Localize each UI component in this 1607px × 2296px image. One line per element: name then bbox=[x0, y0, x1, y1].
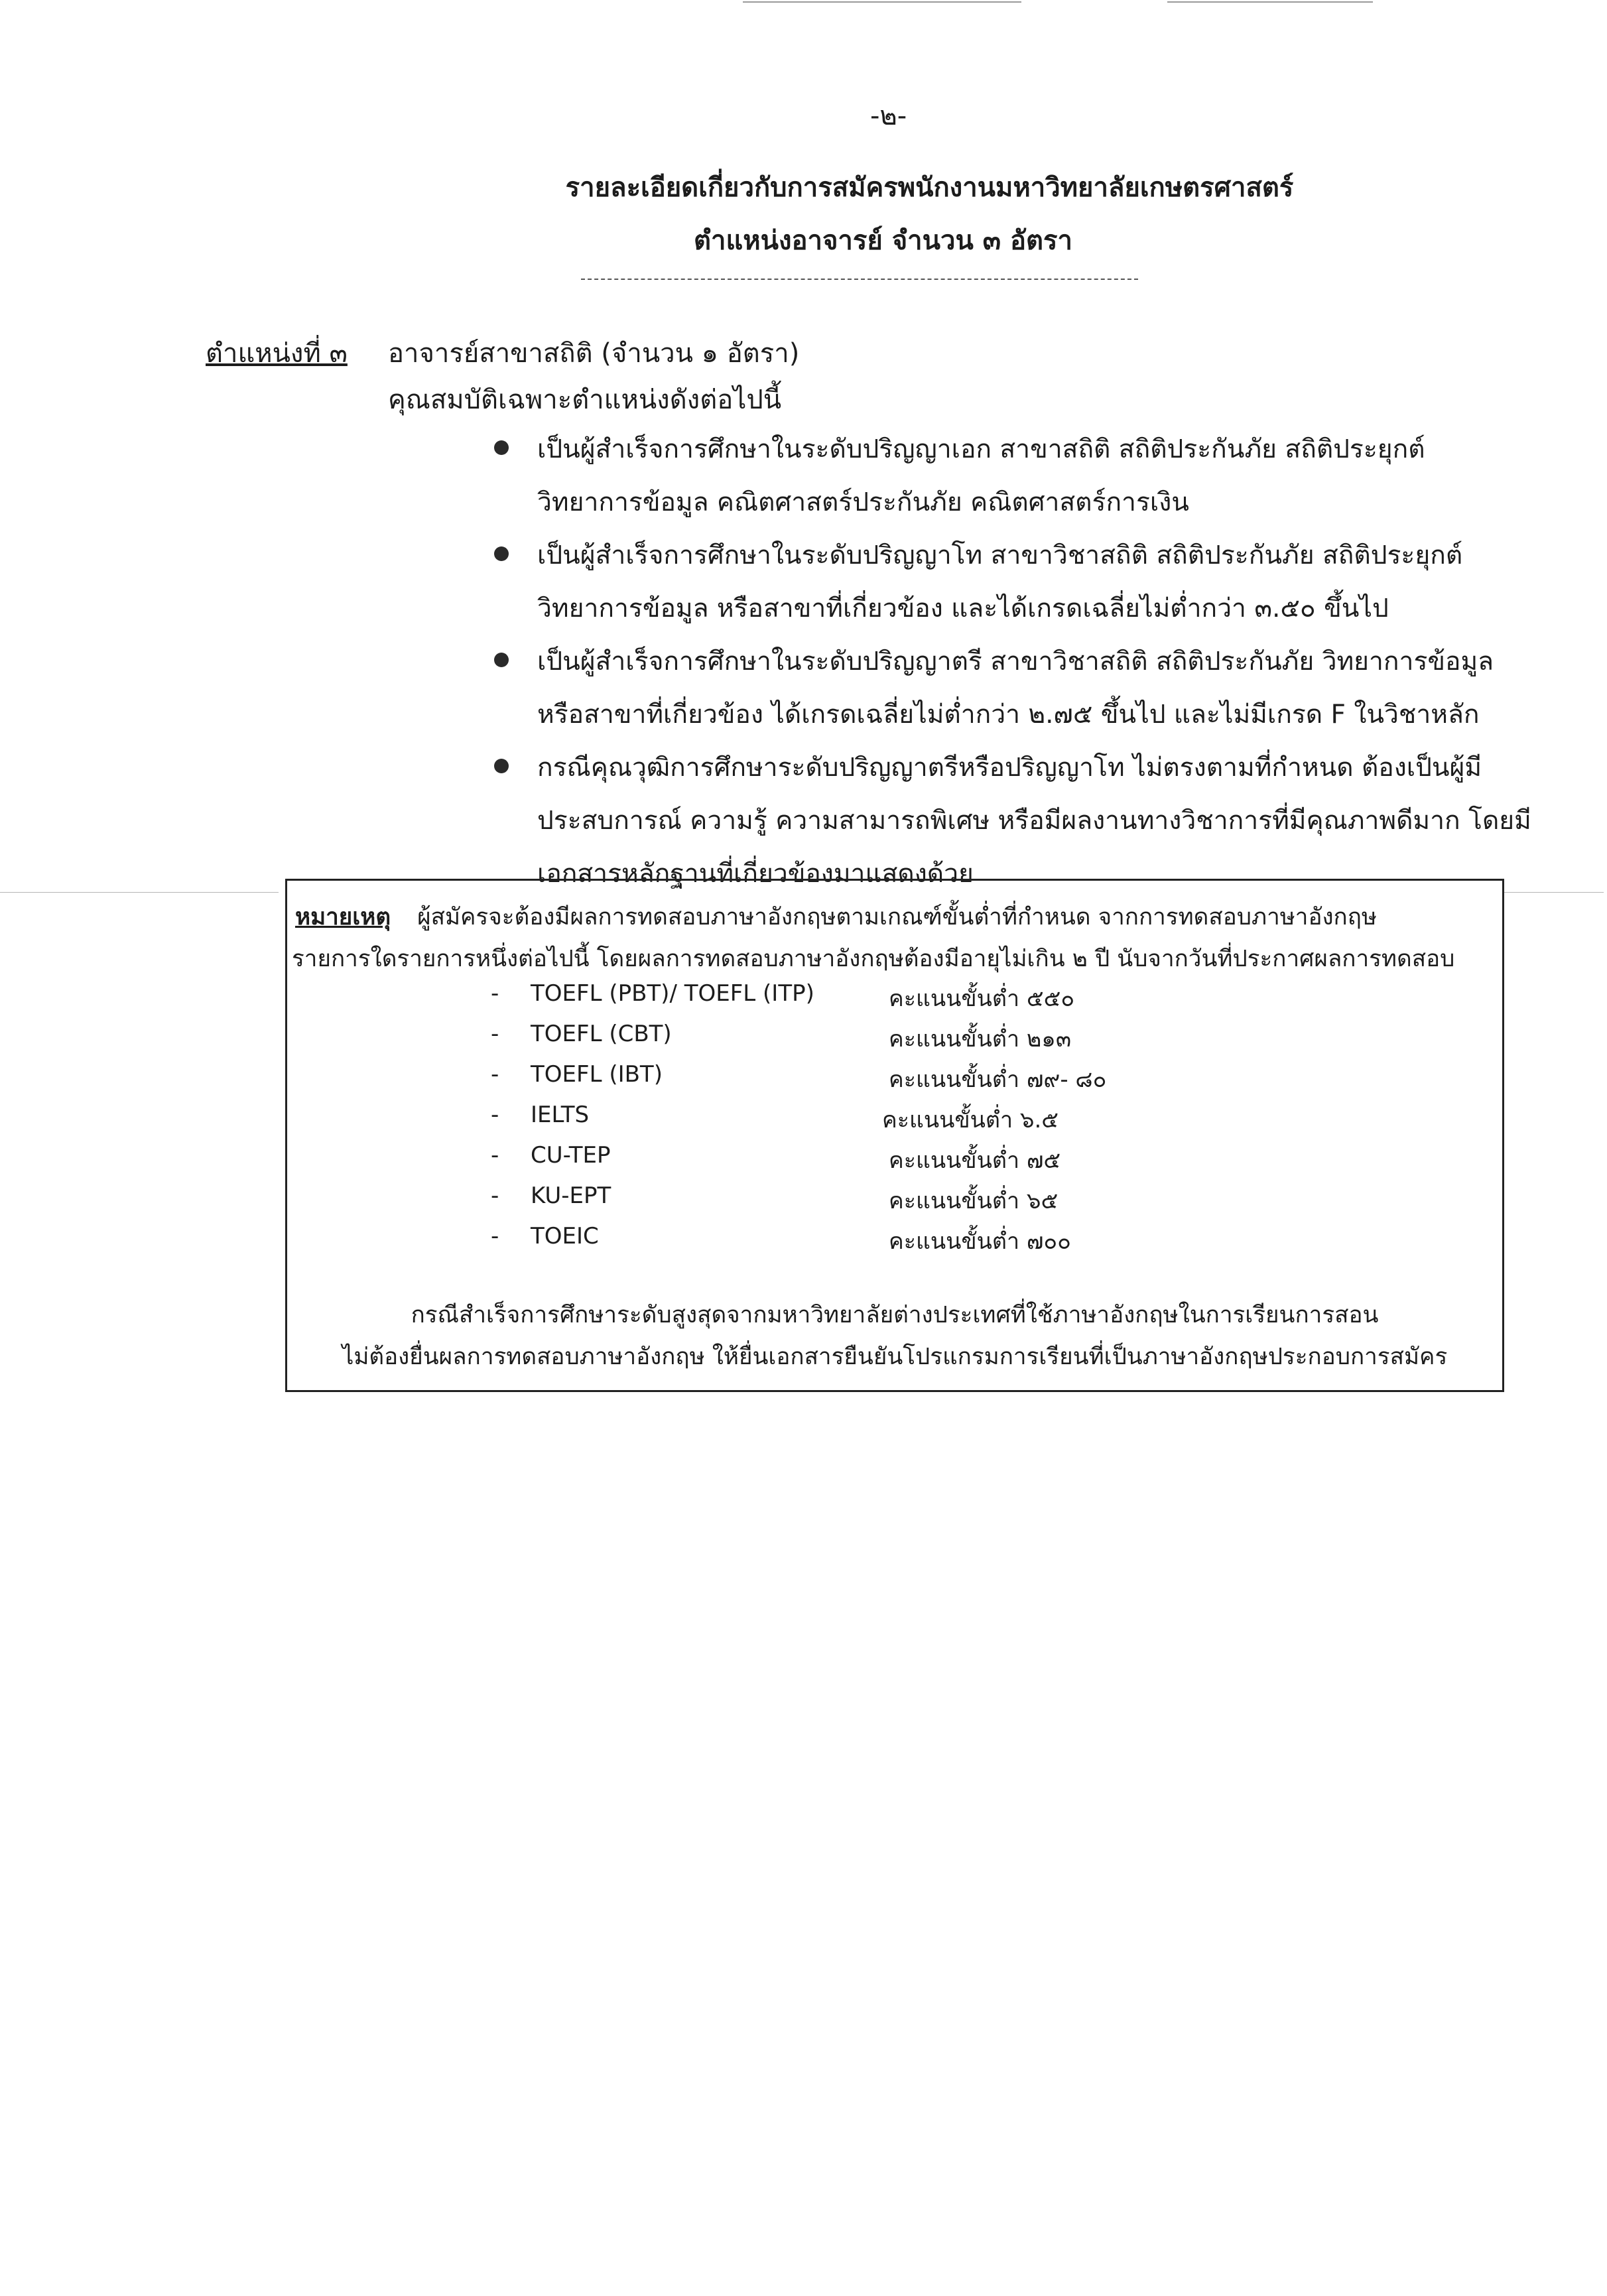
test-dash: - bbox=[491, 1182, 499, 1209]
test-name: TOEIC bbox=[531, 1223, 599, 1249]
test-min-score: คะแนนขั้นต่ำ ๗๙- ๘๐ bbox=[889, 1066, 1107, 1093]
qualification-text: เป็นผู้สำเร็จการศึกษาในระดับปริญญาเอก สาขาสถิติ สถิติประกันภัย สถิติประยุกต์ วิทยาการข้อมูล คณิตศาสตร์ประกันภัย คณิตศาสตร์การเงิน bbox=[537, 434, 1425, 517]
qualification-intro: คุณสมบัติเฉพาะตำแหน่งดังต่อไปนี้ bbox=[388, 385, 782, 415]
qualification-item bbox=[497, 529, 1532, 635]
test-min-score: คะแนนขั้นต่ำ ๒๑๓ bbox=[889, 1026, 1072, 1052]
bullet-icon bbox=[494, 759, 509, 773]
document-subtitle: ตำแหน่งอาจารย์ จำนวน ๓ อัตรา bbox=[694, 225, 1072, 256]
test-min-score: คะแนนขั้นต่ำ ๗๕ bbox=[889, 1147, 1061, 1174]
note-footer-line-2: ไม่ต้องยื่นผลการทดสอบภาษาอังกฤษ ให้ยื่นเอกสารยืนยันโปรแกรมการเรียนที่เป็นภาษาอังกฤษประกอบการสมัคร bbox=[342, 1344, 1448, 1370]
qualification-item bbox=[497, 423, 1532, 529]
test-min-score: คะแนนขั้นต่ำ ๗๐๐ bbox=[889, 1228, 1071, 1255]
note-box-bottom-border bbox=[285, 1390, 1504, 1392]
bullet-icon bbox=[494, 440, 509, 455]
page-number: -๒- bbox=[870, 101, 907, 131]
scan-artifact-line-top-1 bbox=[743, 1, 1021, 3]
test-min-score: คะแนนขั้นต่ำ ๕๕๐ bbox=[889, 986, 1075, 1012]
test-dash: - bbox=[491, 1223, 499, 1249]
note-line-1 bbox=[295, 899, 1377, 935]
document-title: รายละเอียดเกี่ยวกับการสมัครพนักงานมหาวิทยาลัยเกษตรศาสตร์ bbox=[565, 172, 1294, 203]
note-label: หมายเหตุ bbox=[295, 904, 391, 930]
test-name: TOEFL (IBT) bbox=[531, 1061, 663, 1088]
scan-artifact-line-left bbox=[0, 892, 279, 893]
test-dash: - bbox=[491, 1061, 499, 1088]
test-dash: - bbox=[491, 1021, 499, 1047]
test-name: TOEFL (PBT)/ TOEFL (ITP) bbox=[531, 980, 814, 1007]
note-footer-line-1: กรณีสำเร็จการศึกษาระดับสูงสุดจากมหาวิทยาลัยต่างประเทศที่ใช้ภาษาอังกฤษในการเรียนการสอน bbox=[411, 1302, 1379, 1328]
position-heading bbox=[206, 332, 800, 374]
scan-artifact-line-top-2 bbox=[1167, 1, 1373, 3]
test-min-score: คะแนนขั้นต่ำ ๖๕ bbox=[889, 1188, 1059, 1214]
qualification-text: เป็นผู้สำเร็จการศึกษาในระดับปริญญาตรี สาขาวิชาสถิติ สถิติประกันภัย วิทยาการข้อมูล หรือสาขาที่เกี่ยวข้อง ได้เกรดเฉลี่ยไม่ต่ำกว่า ๒.๗๕ ขึ้นไป และไม่มีเกรด F ในวิชาหลัก bbox=[537, 647, 1494, 730]
test-dash: - bbox=[491, 1142, 499, 1169]
test-name: IELTS bbox=[531, 1102, 590, 1128]
test-dash: - bbox=[491, 980, 499, 1007]
test-dash: - bbox=[491, 1102, 499, 1128]
qualification-list bbox=[497, 423, 1532, 901]
bullet-icon bbox=[494, 546, 509, 561]
test-name: CU-TEP bbox=[531, 1142, 611, 1169]
note-text-1: ผู้สมัครจะต้องมีผลการทดสอบภาษาอังกฤษตามเกณฑ์ขั้นต่ำที่กำหนด จากการทดสอบภาษาอังกฤษ bbox=[417, 904, 1378, 930]
position-label: ตำแหน่งที่ ๓ bbox=[206, 338, 348, 369]
test-min-score: คะแนนขั้นต่ำ ๖.๕ bbox=[882, 1107, 1059, 1133]
test-name: KU-EPT bbox=[531, 1182, 611, 1209]
qualification-item bbox=[497, 741, 1532, 901]
bullet-icon bbox=[494, 653, 509, 667]
position-title: อาจารย์สาขาสถิติ (จำนวน ๑ อัตรา) bbox=[388, 338, 800, 369]
note-line-2: รายการใดรายการหนึ่งต่อไปนี้ โดยผลการทดสอบภาษาอังกฤษต้องมีอายุไม่เกิน ๒ ปี นับจากวันที่ประกาศผลการทดสอบ bbox=[292, 946, 1455, 972]
test-name: TOEFL (CBT) bbox=[531, 1021, 672, 1047]
title-divider bbox=[581, 279, 1138, 280]
qualification-item bbox=[497, 635, 1532, 741]
qualification-text: เป็นผู้สำเร็จการศึกษาในระดับปริญญาโท สาขาวิชาสถิติ สถิติประกันภัย สถิติประยุกต์ วิทยาการข้อมูล หรือสาขาที่เกี่ยวข้อง และได้เกรดเฉลี่ยไม่ต่ำกว่า ๓.๕๐ ขึ้นไป bbox=[537, 541, 1463, 623]
qualification-text: กรณีคุณวุฒิการศึกษาระดับปริญญาตรีหรือปริญญาโท ไม่ตรงตามที่กำหนด ต้องเป็นผู้มีประสบการณ์ ความรู้ ความสามารถพิเศษ หรือมีผลงานทางวิชาการที่มีคุณภาพดีมาก โดยมีเอกสารหลักฐานที่เกี่ยวข้องมาแสดงด้วย bbox=[537, 753, 1531, 889]
